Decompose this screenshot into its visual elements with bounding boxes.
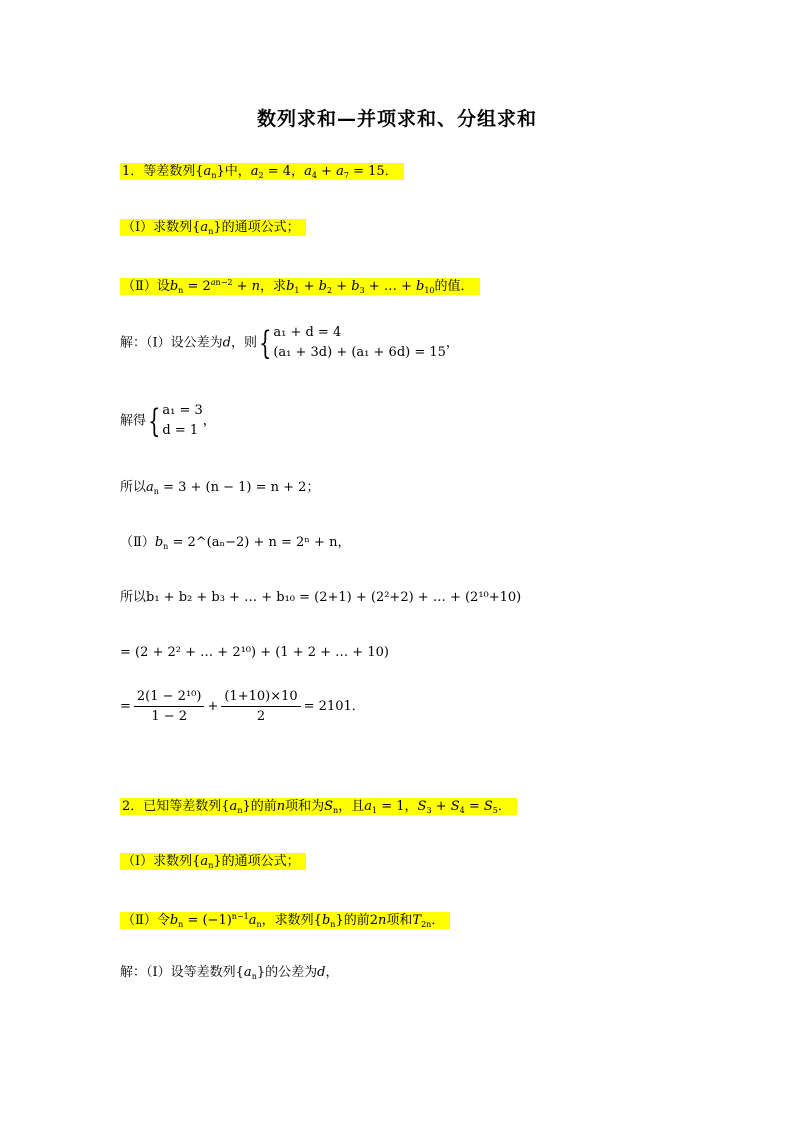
problem2-solution: 解：（Ⅰ）设等差数列$\{a_n\}$的公差为d， (120, 965, 339, 981)
problem1-an-formula: 所以$a_n = 3 + (n - 1) = n + 2$； (120, 480, 320, 496)
problem2-part1: （Ⅰ）求数列$\{a_n\}$的通项公式； (120, 852, 306, 876)
problem1-statement: 1．等差数列$\{a_n\}$中，$a_2 = 4$，$a_4 + a_7 = 15$． (120, 162, 404, 186)
fraction-geometric: $\frac{\text{2(1 − 2¹⁰)}}{1 - 2}$ (134, 688, 205, 725)
problem1-part1: （Ⅰ）求数列$\{a_n\}$的通项公式； (120, 218, 306, 242)
fraction-arithmetic: $\frac{(1+10)\times 10}{2}$ (221, 688, 300, 725)
problem1-final-result: = $\frac{\text{2(1 − 2¹⁰)}}{1 - 2}$ + $\frac{(1+10)\times 10}{2}$ = 2101． (120, 689, 365, 724)
problem1-solved-values: 解得{ a₁ = 3 d = 1， (120, 402, 216, 440)
problem2-part2: （Ⅱ）令$b_n = (-1)^{n-1}a_n$，求数列$\{b_n\}$的前2n项和$T_{2n}$． (120, 907, 450, 935)
problem1-solution-system: 解：（Ⅰ）设公差为d，则{ a₁ + d = 4 (a₁ + 3d) + (a₁ + 6d) = 15， (120, 324, 459, 362)
problem1-sum-expression: 所以b₁ + b₂ + b₃ + … + b₁₀ = (2+1) + (2²+2) + … + (2¹⁰+10) (120, 590, 522, 605)
system-eq2: (a₁ + 3d) + (a₁ + 6d) = 15 (273, 345, 446, 360)
problem1-bn-formula: $(Ⅱ)b_n$ = 2^(aₙ−2) + n = 2ⁿ + n， (120, 535, 351, 551)
problem1-regroup: = (2 + 2² + … + 2¹⁰) + (1 + 2 + … + 10) (120, 645, 389, 660)
system-eq1: a₁ + d = 4 (273, 325, 342, 340)
problem1-part2: （Ⅱ）设$b_n = 2^{an-2} + n$，求$b_1 + b_2 + b_3$ + … + $b_{10}$的值． (120, 273, 480, 301)
result-a1: a₁ = 3 (162, 403, 203, 418)
problem2-statement: 2．已知等差数列$\{a_n\}$的前n项和为$S_n$，且$a_1 = 1$，$S_3 + S_4 = S_5$． (120, 797, 517, 821)
page-title: 数列求和—并项求和、分组求和 (256, 108, 537, 130)
result-d: d = 1 (162, 423, 199, 438)
